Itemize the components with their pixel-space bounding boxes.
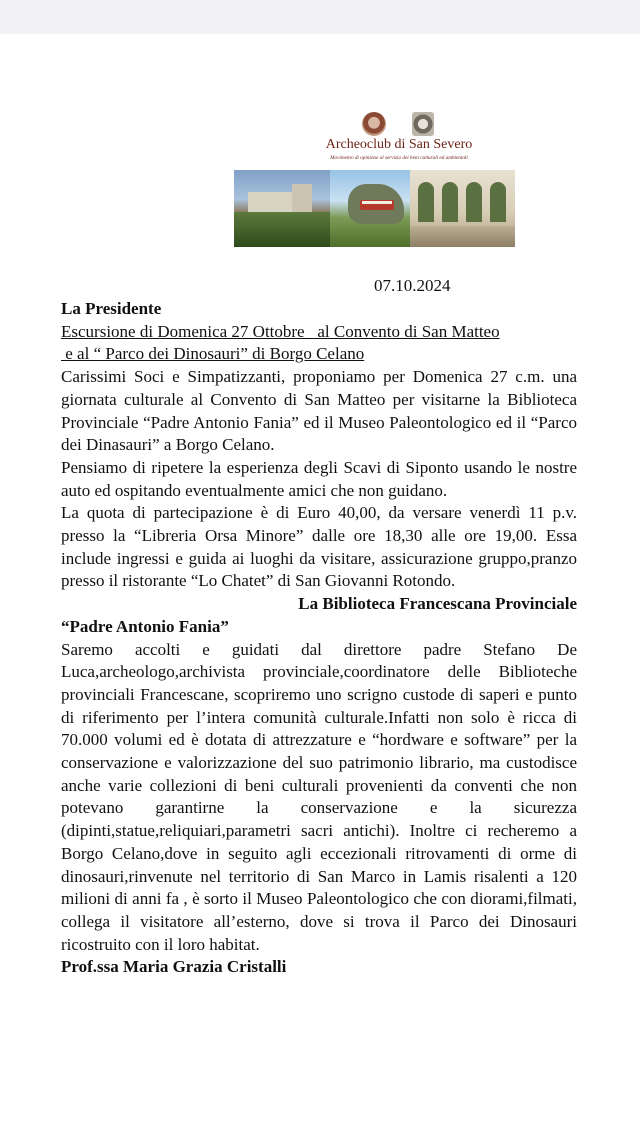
- top-status-bar: [0, 0, 640, 34]
- paragraph-invitation: Carissimi Soci e Simpatizzanti, proponiamo per Domenica 27 c.m. una giornata culturale al Convento di San Matteo per visitarne la Biblioteca Provinciale “Padre Antonio Fania” ed il Museo Paleontologico ed il “Parco dei Dinasauri” a Borgo Celano.: [61, 367, 577, 455]
- grey-seal-icon: [412, 112, 434, 136]
- logo-tagline: Movimento di opinione al servizio dei beni culturali ed ambientali: [330, 155, 468, 161]
- letter-date: 07.10.2024: [374, 276, 451, 295]
- subject-line-2: e al “ Parco dei Dinosauri” di Borgo Celano: [61, 344, 365, 364]
- header-photo-strip: [234, 170, 515, 247]
- section-heading-line-1: La Biblioteca Francescana Provinciale: [298, 594, 577, 614]
- red-seal-icon: [362, 112, 386, 136]
- author-title: La Presidente: [61, 299, 162, 318]
- dinosaur-photo: [330, 170, 410, 247]
- paragraph-fee: La quota di partecipazione è di Euro 40,00, da versare venerdì 11 p.v. presso la “Libreria Orsa Minore” dalle ore 18,30 alle ore 19,00. Essa include ingressi e guida ai luoghi da visitare, assicurazione gruppo,pranzo presso il ristorante “Lo Chatet” di San Giovanni Rotondo.: [61, 503, 577, 591]
- section-heading-line-2: “Padre Antonio Fania”: [61, 616, 229, 636]
- paragraph-library: Saremo accolti e guidati dal direttore padre Stefano De Luca,archeologo,archivista provinciale,coordinatore delle Biblioteche provinciali Francescane, scopriremo uno scrigno custode di saperi e punto di riferimento per l’intera comunità culturale.Infatti non solo è ricca di 70.000 volumi ed è dotata di attrezzature e “hordware e software” per la conservazione e valorizzazione del suo patrimonio librario, ma custodisce anche varie collezioni di beni culturali provenienti da conventi che non potevano garantirne la conservazione e la sicurezza (dipinti,statue,reliquiari,parametri sacri antichi). Inoltre ci recheremo a Borgo Celano,dove in seguito agli eccezionali ritrovamenti di orme di dinosauri,rinvenute nel territorio di San Marco in Lamis risalenti a 120 milioni di anni fa , è sorto il Museo Paleontologico che con diorami,filmati, collega il visitatore all’esterno, dove si trova il Parco dei Dinosauri ricostruito con il loro habitat.: [61, 639, 577, 954]
- logo-name: Archeoclub di San Severo: [325, 137, 473, 152]
- letter-body: [61, 298, 577, 979]
- signature: Prof.ssa Maria Grazia Cristalli: [61, 957, 287, 977]
- cloister-photo: [410, 170, 515, 247]
- paragraph-transport: Pensiamo di ripetere la esperienza degli Scavi di Siponto usando le nostre auto ed ospitando eventualmente amici che non guidano.: [61, 457, 577, 500]
- subject-line-1: Escursione di Domenica 27 Ottobre al Convento di San Matteo: [61, 321, 500, 341]
- convent-photo: [234, 170, 330, 247]
- archeoclub-logo: [318, 112, 480, 164]
